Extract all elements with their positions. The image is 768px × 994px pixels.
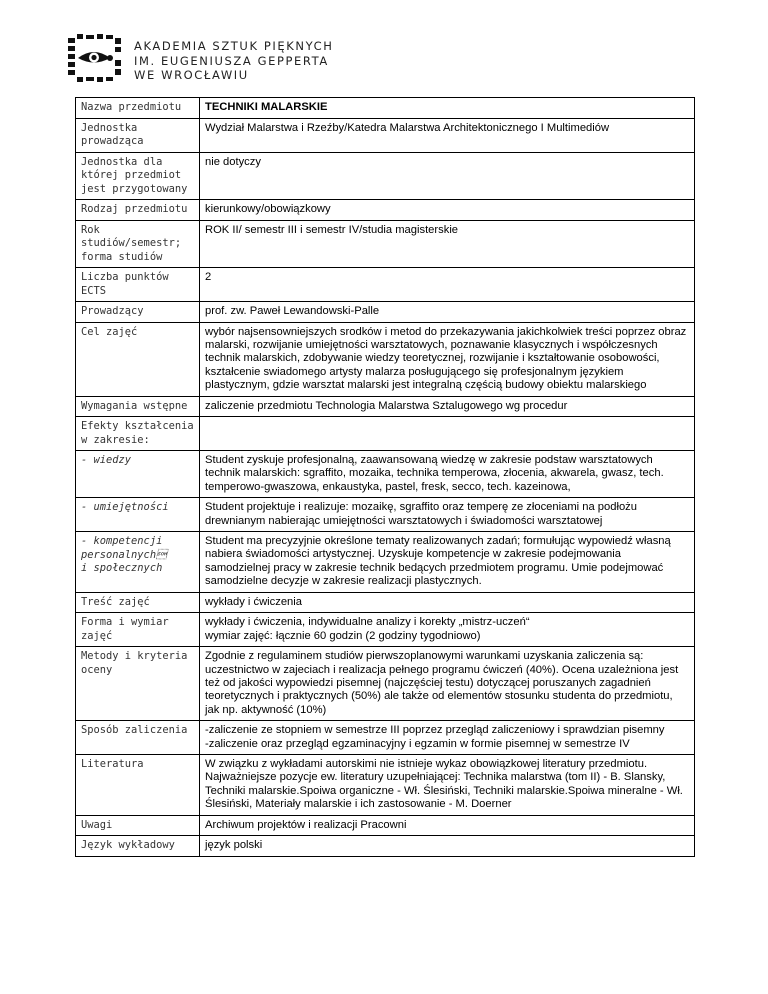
- institution-name: [134, 39, 333, 83]
- institution-line: IM. EUGENIUSZA GEPPERTA: [134, 53, 329, 68]
- table-row: [76, 451, 695, 498]
- table-row: [76, 815, 695, 836]
- course-info-table: [75, 97, 695, 857]
- row-label: Efekty kształcenia w zakresie:: [76, 417, 200, 451]
- row-value: ROK II/ semestr III i semestr IV/studia magisterskie: [200, 220, 695, 268]
- row-value: Student zyskuje profesjonalną, zaawansowaną wiedzę w zakresie podstaw warsztatowych technik malarskich: sgraffito, mozaika, technika temperowa, złocenia, akwarela, gwasz, tech. temperowo-gwaszowa, enkaustyka, pastel, fresk, secco, tech. kazeinowa,: [200, 451, 695, 498]
- row-value: prof. zw. Paweł Lewandowski-Palle: [200, 302, 695, 323]
- table-row: [76, 322, 695, 396]
- table-row: [76, 302, 695, 323]
- row-value: nie dotyczy: [200, 152, 695, 200]
- table-row: [76, 200, 695, 221]
- table-row: [76, 417, 695, 451]
- table-row: [76, 220, 695, 268]
- table-row: [76, 118, 695, 152]
- row-label: Forma i wymiar zajęć: [76, 613, 200, 647]
- row-value: język polski: [200, 836, 695, 857]
- row-value: -zaliczenie ze stopniem w semestrze III poprzez przegląd zaliczeniowy i sprawdzian pisemny -zaliczenie oraz przegląd egzaminacyjny i egzamin w formie pisemnej w semestrze IV: [200, 721, 695, 755]
- table-row: [76, 613, 695, 647]
- table-row: [76, 498, 695, 532]
- row-label: - umiejętności: [76, 498, 200, 532]
- row-label: Cel zajęć: [76, 322, 200, 396]
- document-header: [66, 34, 466, 84]
- table-row: [76, 592, 695, 613]
- row-value: W związku z wykładami autorskimi nie istnieje wykaz obowiązkowej literatury przedmiotu. Najważniejsze pozycje ew. literatury uzupełniającej: Technika malarstwa (tom II) - B. Slansky, Techniki malarskie.Spoiwa organiczne - Wł. Ślesiński, Techniki malarskie.Spoiwa mineralne - Wł. Ślesiński, Materiały malarskie i ich zastosowanie - M. Doerner: [200, 755, 695, 816]
- table-row: [76, 98, 695, 119]
- row-label: Rok studiów/semestr; forma studiów: [76, 220, 200, 268]
- row-label: Uwagi: [76, 815, 200, 836]
- row-value: zaliczenie przedmiotu Technologia Malarstwa Sztalugowego wg procedur: [200, 396, 695, 417]
- table-row: [76, 152, 695, 200]
- academy-logo: [66, 34, 122, 82]
- row-label: - kompetencji personalnych i społecznych: [76, 532, 200, 593]
- table-row: [76, 532, 695, 593]
- row-value: 2: [200, 268, 695, 302]
- row-value: wykłady i ćwiczenia, indywidualne analizy i korekty „mistrz-uczeń“ wymiar zajęć: łącznie 60 godzin (2 godziny tygodniowo): [200, 613, 695, 647]
- row-value: Archiwum projektów i realizacji Pracowni: [200, 815, 695, 836]
- institution-line: AKADEMIA SZTUK PIĘKNYCH: [134, 39, 334, 53]
- row-label: Treść zajęć: [76, 592, 200, 613]
- row-value: Zgodnie z regulaminem studiów pierwszoplanowymi warunkami uzyskania zaliczenia są: uczestnictwo w zajeciach i realizacja pełnego programu ćwiczeń (40%). Ocena uzależniona jest też od jakości wypowiedzi pisemnej (najczęściej testu) dotyczącej poruszanych zagadnień teoretycznych i praktycznych (50%) ale także od elementów stosunku studenta do przedmiotu, jak np. aktywność (10%): [200, 647, 695, 721]
- table-row: [76, 721, 695, 755]
- row-label: Prowadzący: [76, 302, 200, 323]
- row-value: Student projektuje i realizuje: mozaikę, sgraffito oraz temperę ze złoceniami na podłożu drewnianym nabierając umiejętności warsztatowych i świadomości warsztatowej: [200, 498, 695, 532]
- row-value: Wydział Malarstwa i Rzeźby/Katedra Malarstwa Architektonicznego I Multimediów: [200, 118, 695, 152]
- row-label: Metody i kryteria oceny: [76, 647, 200, 721]
- institution-line: WE WROCŁAWIU: [134, 68, 249, 82]
- row-label: Język wykładowy: [76, 836, 200, 857]
- row-label: Jednostka dla której przedmiot jest przygotowany: [76, 152, 200, 200]
- row-label: Rodzaj przedmiotu: [76, 200, 200, 221]
- row-label: Liczba punktów ECTS: [76, 268, 200, 302]
- row-value: [200, 417, 695, 451]
- row-label: Jednostka prowadząca: [76, 118, 200, 152]
- row-label: Wymagania wstępne: [76, 396, 200, 417]
- table-row: [76, 268, 695, 302]
- row-value: Student ma precyzyjnie określone tematy realizowanych zadań; formułując wypowiedź własną nabiera świadomości artystycznej. Uzyskuje kompetencje w zakresie podejmowania samodzielnej pracy w zakresie technik bedących przedmiotem programu. Umie podejmować samodzielne decyzje w zakresie realizacji plastycznych.: [200, 532, 695, 593]
- row-label: Nazwa przedmiotu: [76, 98, 200, 119]
- row-value: wykłady i ćwiczenia: [200, 592, 695, 613]
- table-row: [76, 647, 695, 721]
- row-value: kierunkowy/obowiązkowy: [200, 200, 695, 221]
- row-label: Sposób zaliczenia: [76, 721, 200, 755]
- row-label: - wiedzy: [76, 451, 200, 498]
- table-row: [76, 836, 695, 857]
- row-value: wybór najsensowniejszych srodków i metod do przekazywania jakichkolwiek treści poprzez obraz malarski, rozwijanie umiejętności warsztatowych, poznawanie klasycznych i współczesnych technik malarskich, zdobywanie wiedzy teoretycznej, rozwijanie i kształtowanie osobowości, kształcenie swiadomego artysty malarza posługującego się profesjonalnym językiem plastycznym, gdzie warsztat malarski jest integralną częścią budowy obiektu malarskiego: [200, 322, 695, 396]
- table-row: [76, 396, 695, 417]
- row-label: Literatura: [76, 755, 200, 816]
- row-value: TECHNIKI MALARSKIE: [200, 98, 695, 119]
- table-row: [76, 755, 695, 816]
